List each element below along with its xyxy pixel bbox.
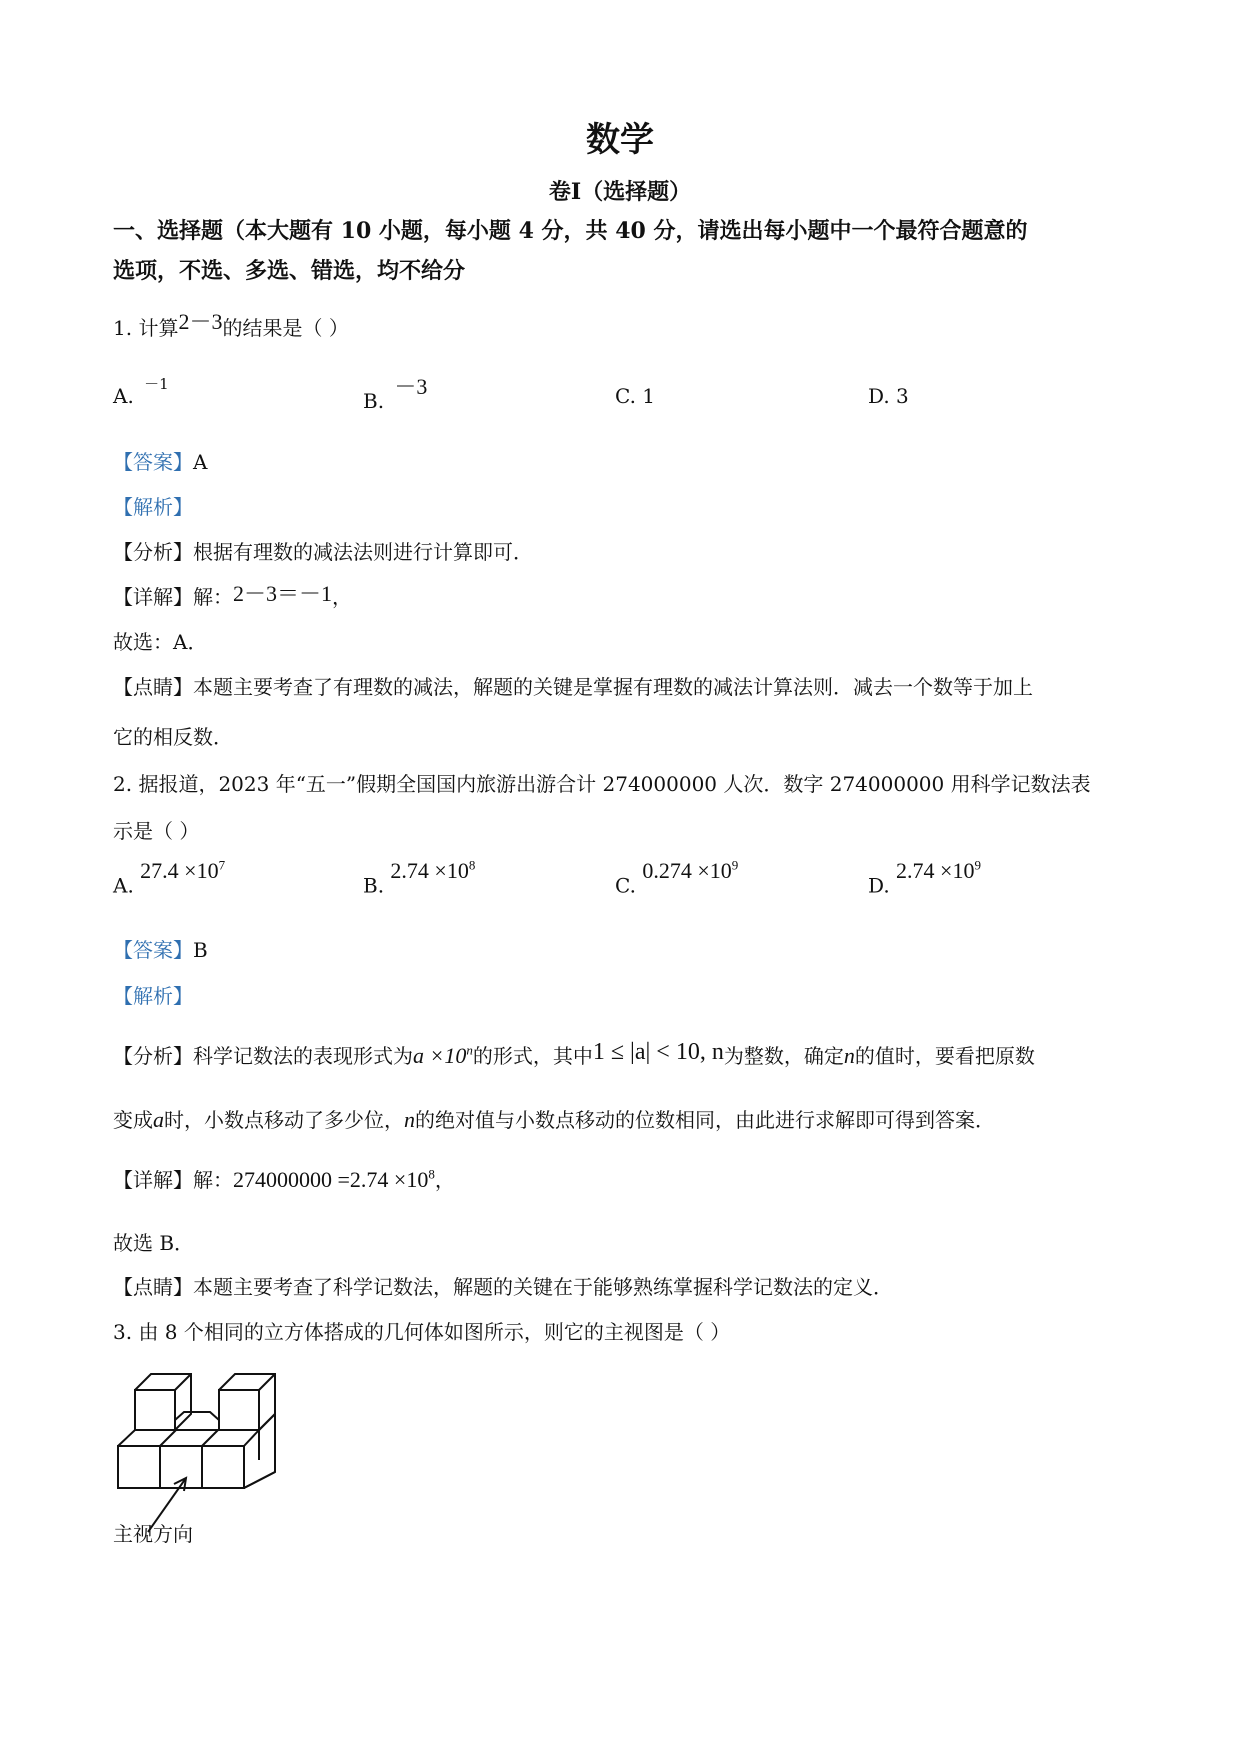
q1-fenxi-tag: 【分析】: [113, 540, 193, 564]
volume-subtitle: 卷Ⅰ（选择题）: [548, 179, 692, 205]
q1-fenxi-text: 根据有理数的减法法则进行计算即可．: [193, 540, 533, 564]
q1-expression: 2－3: [178, 309, 223, 334]
q2-xiangjie-tag: 【详解】: [113, 1168, 193, 1192]
q2-option-a-value: $27.4 \times 10^7$: [140, 858, 226, 884]
section-heading-line1: 一、选择题（本大题有 10 小题，每小题 4 分，共 40 分，请选出每小题中一个最符合题意的: [113, 218, 1028, 244]
q1-fenxi: [113, 536, 533, 565]
q2-fenxi-line2: 变成a时，小数点移动了多少位，n的绝对值与小数点移动的位数相同，由此进行求解即可得到答案．: [113, 1107, 995, 1132]
q1-option-a-letter: A.: [113, 384, 134, 408]
q2-option-c[interactable]: [615, 858, 739, 898]
q1-analysis-tag: 【解析】: [113, 495, 193, 519]
q3-stem: 3. 由 8 个相同的立方体搭成的几何体如图所示，则它的主视图是（ ）: [113, 1320, 731, 1344]
q1-dianjing-text1: 本题主要考查了有理数的减法，解题的关键是掌握有理数的减法计算法则．减去一个数等于加上: [193, 675, 1033, 699]
q2-dianjing: 【点睛】本题主要考查了科学记数法，解题的关键在于能够熟练掌握科学记数法的定义．: [113, 1275, 893, 1299]
q1-option-b-letter: B.: [363, 389, 385, 413]
q2-option-d-letter: D.: [868, 873, 890, 898]
q2-option-b[interactable]: [363, 858, 476, 898]
q1-suffix: 的结果是（ ）: [222, 316, 349, 340]
q2-option-d-value: $2.74 \times 10^9$: [896, 858, 981, 884]
q2-option-d[interactable]: [868, 858, 981, 898]
cube-bottom-1: [118, 1446, 160, 1488]
q1-xiangjie: [113, 580, 352, 611]
q2-dianjing-tag: 【点睛】: [113, 1275, 193, 1299]
figure-label: 主视方向: [113, 1522, 193, 1546]
q1-xiangjie-suffix: ，: [332, 585, 353, 609]
q1-xiangjie-tag: 【详解】: [113, 585, 193, 609]
page-title: 数学: [586, 120, 654, 160]
q1-dianjing-line2: 它的相反数．: [113, 725, 233, 749]
q2-answer: [113, 934, 208, 963]
arrow-head-icon: [174, 1478, 186, 1491]
q1-dianjing-tag: 【点睛】: [113, 675, 193, 699]
q1-stem: [113, 311, 349, 342]
cube-bottom-2: [160, 1446, 202, 1488]
cube-back-ledge: [175, 1412, 219, 1420]
q1-answer: [113, 446, 207, 475]
cube-figure: [110, 1360, 290, 1540]
q1-prefix: 1. 计算: [113, 316, 179, 340]
q2-fenxi-condition: 1 ≤ |a| < 10, n: [592, 1039, 724, 1065]
q1-answer-value: A: [193, 450, 208, 474]
q2-stem-line2: 示是（ ）: [113, 819, 200, 843]
cube-top-right-front: [219, 1390, 259, 1430]
q2-answer-value: B: [193, 938, 208, 962]
q2-fenxi-form: $a \times 10^n$: [413, 1042, 473, 1068]
q1-option-d-letter: D. 3: [868, 384, 909, 408]
q2-xiangjie: 【详解】解：$274000000 =2.74 \times 10^8$，: [113, 1166, 455, 1192]
q2-option-b-value: $2.74 \times 10^8$: [390, 858, 476, 884]
cube-bottom-3: [202, 1446, 244, 1488]
q1-answer-tag: 【答案】: [113, 450, 193, 474]
q2-fenxi-line1: 【分析】科学记数法的表现形式为$a \times 10^n$的形式，其中1 ≤ |a| < 10, n为整数，确定n的值时，要看把原数: [113, 1039, 1035, 1068]
cube-top-left-front: [135, 1390, 175, 1430]
q1-dianjing-line1: [113, 671, 1033, 700]
q2-analysis-tag: 【解析】: [113, 984, 193, 1008]
q2-stem-line1: 2. 据报道，2023 年“五一”假期全国国内旅游出游合计 274000000 人次．数字 274000000 用科学记数法表: [113, 772, 1091, 796]
q2-option-a[interactable]: [113, 858, 226, 898]
q1-option-b[interactable]: [363, 374, 428, 415]
q1-option-d[interactable]: [868, 384, 909, 408]
q1-option-a[interactable]: [113, 375, 169, 408]
q1-option-b-value: －3: [394, 374, 428, 399]
q1-xiangjie-prefix: 解：: [193, 585, 233, 609]
q1-option-a-value: －1: [144, 375, 169, 393]
q2-option-c-value: $0.274 \times 10^9$: [642, 858, 739, 884]
q2-xiangjie-expression: $274000000 =2.74 \times 10^8$: [233, 1166, 435, 1192]
section-heading-line2: 选项，不选、多选、错选，均不给分: [113, 258, 466, 284]
q2-answer-tag: 【答案】: [113, 938, 193, 962]
q1-xiangjie-expression: 2－3＝－1: [233, 581, 333, 606]
q2-guxuan: 故选 B．: [113, 1231, 195, 1255]
q1-option-c[interactable]: [615, 384, 655, 408]
q2-option-c-letter: C.: [615, 873, 636, 898]
q2-option-a-letter: A.: [113, 873, 134, 898]
q1-option-c-letter: C. 1: [615, 384, 656, 408]
q1-guxuan: 故选：A．: [113, 630, 208, 654]
q2-fenxi-tag: 【分析】: [113, 1044, 193, 1068]
q2-option-b-letter: B.: [363, 873, 385, 898]
